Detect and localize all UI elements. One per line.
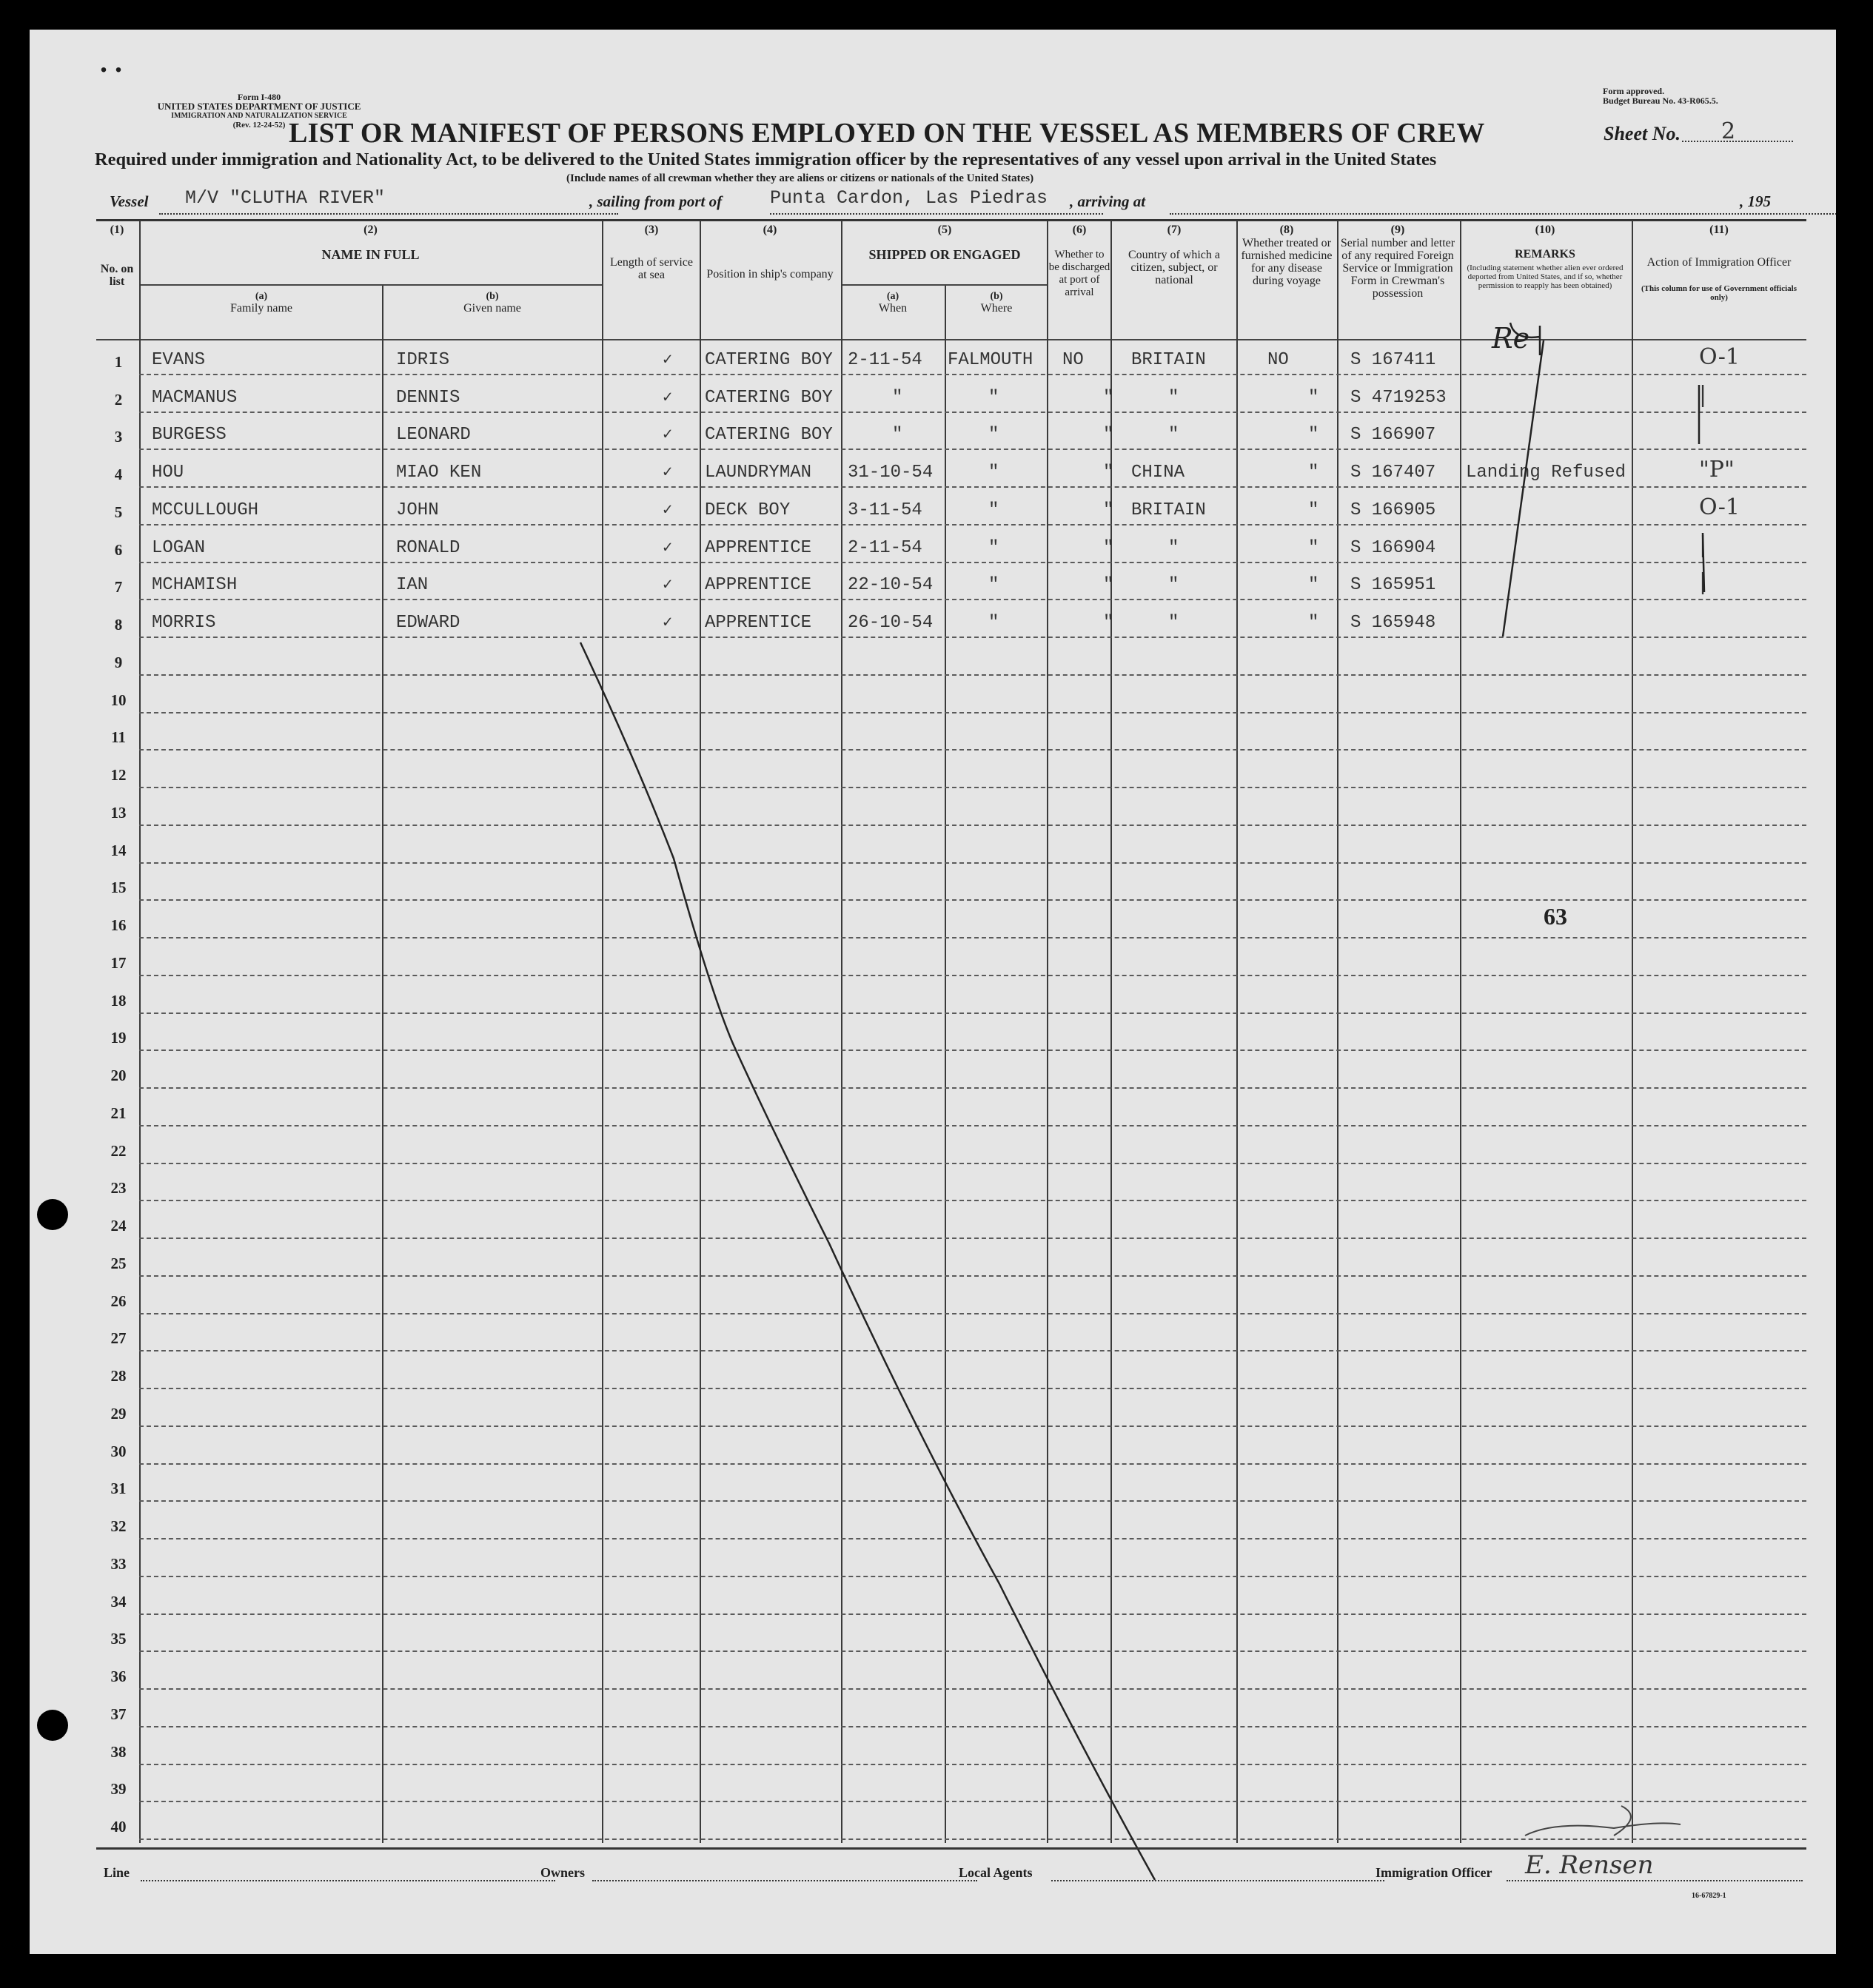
row-number: 29 (110, 1404, 127, 1423)
country-cell: " (1168, 387, 1179, 408)
row-number: 30 (110, 1442, 127, 1460)
given-name-cell: MIAO KEN (396, 463, 482, 483)
length-of-service-cell: ✓ (663, 388, 673, 407)
position-cell: APPRENTICE (705, 537, 812, 558)
treated-cell: NO (1267, 349, 1289, 370)
manifest-subtitle: Required under immigration and Nationality Act, to be delivered to the United States immigration officer by the representatives of any vessel upon arrival in the United States (95, 150, 1437, 169)
row-number: 13 (110, 803, 127, 822)
row-number: 38 (110, 1742, 127, 1761)
shipped-when-cell: 3-11-54 (848, 500, 922, 520)
row-number: 7 (114, 578, 123, 597)
treated-cell: " (1308, 575, 1319, 596)
row-number: 15 (110, 879, 127, 897)
row-number: 2 (114, 390, 123, 409)
length-of-service-cell: ✓ (663, 576, 673, 595)
vessel-label: Vessel (110, 192, 149, 210)
col4-number: (4) (763, 224, 777, 236)
row-number: 21 (110, 1104, 127, 1122)
col3-number: (3) (644, 224, 659, 236)
row-number: 11 (111, 728, 126, 747)
shipped-when-cell: 2-11-54 (848, 537, 922, 558)
officer-action-cell: | (1699, 569, 1707, 596)
row-number: 10 (110, 691, 127, 709)
shipped-where-cell: FALMOUTH (948, 349, 1033, 370)
serial-number-cell: S 166904 (1350, 537, 1436, 558)
col6-number: (6) (1072, 224, 1087, 236)
shipped-where-cell: " (988, 613, 999, 633)
sheet-label: Sheet No. (1604, 123, 1681, 144)
row-number: 16 (110, 916, 127, 934)
row-number: 3 (114, 428, 123, 446)
handwriting-overlay (30, 30, 1836, 1954)
col9-number: (9) (1390, 224, 1405, 236)
col5-header: SHIPPED OR ENGAGED (868, 247, 1021, 262)
sailing-label: , sailing from port of (589, 192, 723, 210)
row-number: 1 (114, 352, 123, 371)
officer-label: Immigration Officer (1376, 1865, 1492, 1880)
budget-number: Budget Bureau No. 43-R065.5. (1603, 95, 1718, 106)
serial-number-cell: S 165948 (1350, 613, 1436, 633)
line-label: Line (104, 1865, 130, 1880)
arriving-label: , arriving at (1070, 192, 1146, 210)
sheet-number: 2 (1721, 118, 1736, 144)
col10-header: REMARKS (1515, 248, 1575, 261)
agents-label: Local Agents (959, 1865, 1033, 1880)
shipped-where-cell: " (988, 425, 999, 446)
given-name-cell: IDRIS (396, 349, 450, 370)
row-number: 5 (114, 503, 123, 521)
col8-header: Whether treated or furnished medicine for any disease during voyage (1241, 237, 1333, 287)
agents-underline (1051, 1880, 1384, 1881)
given-name-cell: EDWARD (396, 613, 460, 633)
officer-action-cell: "P" (1699, 457, 1735, 483)
row-number: 9 (114, 653, 123, 671)
col11-header: Action of Immigration Officer (1646, 256, 1792, 269)
shipped-when-cell: 2-11-54 (848, 349, 922, 370)
family-name-cell: MCCULLOUGH (152, 500, 259, 520)
officer-action-cell: | (1699, 381, 1707, 408)
col9-header: Serial number and letter of any required Foreign Service or Immigration Form in Crewman's possession (1340, 237, 1455, 300)
col2b-header: Given name (463, 302, 521, 315)
shipped-where-cell: " (988, 500, 999, 520)
row-number: 35 (110, 1630, 127, 1648)
given-name-cell: LEONARD (396, 425, 471, 446)
print-code: 16-67829-1 (1692, 1892, 1726, 1900)
discharged-cell: NO (1062, 349, 1084, 370)
shipped-where-cell: " (988, 537, 999, 558)
col2-header: NAME IN FULL (321, 247, 420, 262)
position-cell: APPRENTICE (705, 575, 812, 596)
length-of-service-cell: ✓ (663, 463, 673, 482)
col6-header: Whether to be discharged at port of arrival (1048, 249, 1110, 298)
col4-header: Position in ship's company (706, 268, 834, 281)
officer-signature: E. Rensen (1525, 1850, 1654, 1880)
shipped-when-cell: " (892, 425, 903, 446)
family-name-cell: HOU (152, 463, 184, 483)
col5a-number: (a) (886, 291, 899, 302)
service-name: IMMIGRATION AND NATURALIZATION SERVICE (171, 112, 347, 120)
position-cell: APPRENTICE (705, 613, 812, 633)
length-of-service-cell: ✓ (663, 350, 673, 369)
row-number: 12 (110, 766, 127, 784)
country-cell: " (1168, 425, 1179, 446)
row-number: 22 (110, 1141, 127, 1160)
officer-signature-stroke (1525, 1806, 1681, 1836)
col10-note: (Including statement whether alien ever ordered deported from United States, and if so, whether permission to reapply has been obtained) (1467, 263, 1624, 290)
country-cell: " (1168, 613, 1179, 633)
serial-number-cell: S 165951 (1350, 575, 1436, 596)
line-underline (141, 1880, 555, 1881)
shipped-when-cell: " (892, 387, 903, 408)
row-number: 14 (110, 841, 127, 859)
country-cell: BRITAIN (1131, 349, 1206, 370)
row-number: 17 (110, 953, 127, 972)
family-name-cell: BURGESS (152, 425, 227, 446)
serial-number-cell: S 4719253 (1350, 387, 1447, 408)
row-number: 19 (110, 1029, 127, 1047)
length-of-service-cell: ✓ (663, 500, 673, 520)
shipped-where-cell: " (988, 463, 999, 483)
shipped-when-cell: 22-10-54 (848, 575, 934, 596)
col7-header: Country of which a citizen, subject, or national (1128, 249, 1220, 286)
treated-cell: " (1308, 463, 1319, 483)
officer-action-cell: | (1699, 531, 1707, 558)
row-number: 20 (110, 1067, 127, 1084)
sailing-port: Punta Cardon, Las Piedras (770, 187, 1048, 209)
table-bottom-rule (96, 1847, 1806, 1850)
discharged-cell: " (1103, 425, 1114, 446)
discharged-cell: " (1103, 387, 1114, 408)
remarks-cell: Landing Refused (1466, 463, 1626, 483)
country-cell: BRITAIN (1131, 500, 1206, 520)
row-number: 26 (110, 1292, 127, 1310)
col10-number: (10) (1535, 224, 1555, 236)
discharged-cell: " (1103, 500, 1114, 520)
col11-number: (11) (1709, 224, 1729, 236)
manifest-note: (Include names of all crewman whether they are aliens or citizens or nationals of the United States) (566, 172, 1034, 184)
corner-dots: . . (100, 45, 122, 78)
row-number: 8 (114, 616, 123, 634)
department-name: UNITED STATES DEPARTMENT OF JUSTICE (157, 101, 361, 112)
row-number: 31 (110, 1480, 127, 1498)
length-of-service-cell: ✓ (663, 538, 673, 557)
position-cell: DECK BOY (705, 500, 791, 520)
position-cell: CATERING BOY (705, 387, 833, 408)
family-name-cell: MCHAMISH (152, 575, 238, 596)
treated-cell: " (1308, 425, 1319, 446)
given-name-cell: JOHN (396, 500, 439, 520)
country-cell: " (1168, 537, 1179, 558)
treated-cell: " (1308, 613, 1319, 633)
col2b-number: (b) (486, 291, 499, 302)
country-cell: CHINA (1131, 463, 1185, 483)
given-name-cell: IAN (396, 575, 429, 596)
serial-number-cell: S 167411 (1350, 349, 1436, 370)
col2-number: (2) (363, 224, 378, 236)
form-revision: (Rev. 12-24-52) (232, 121, 286, 130)
family-name-cell: LOGAN (152, 537, 206, 558)
col7-number: (7) (1167, 224, 1182, 236)
family-name-cell: EVANS (152, 349, 206, 370)
treated-cell: " (1308, 387, 1319, 408)
row-number: 28 (110, 1367, 127, 1385)
row-number: 6 (114, 540, 123, 559)
remarks-bracket-line (1503, 323, 1544, 637)
col5b-header: Where (980, 302, 1013, 315)
col5a-header: When (878, 302, 908, 315)
row-number: 37 (110, 1705, 127, 1723)
length-of-service-cell: ✓ (663, 614, 673, 632)
treated-cell: " (1308, 500, 1319, 520)
position-cell: CATERING BOY (705, 349, 833, 370)
col5-number: (5) (937, 224, 952, 236)
col2a-number: (a) (255, 291, 268, 302)
treated-cell: " (1308, 537, 1319, 558)
col5b-number: (b) (990, 291, 1003, 302)
country-cell: " (1168, 575, 1179, 596)
officer-underline (1507, 1880, 1803, 1881)
row-number: 34 (110, 1592, 127, 1611)
col1-header: No. on list (100, 263, 134, 288)
manifest-title: LIST OR MANIFEST OF PERSONS EMPLOYED ON THE VESSEL AS MEMBERS OF CREW (289, 118, 1485, 149)
shipped-when-cell: 26-10-54 (848, 613, 934, 633)
punch-hole (37, 1199, 68, 1230)
serial-number-cell: S 167407 (1350, 463, 1436, 483)
row-number: 23 (110, 1179, 127, 1198)
owners-underline (592, 1880, 977, 1881)
position-cell: CATERING BOY (705, 425, 833, 446)
row-number: 24 (110, 1217, 127, 1235)
shipped-where-cell: " (988, 575, 999, 596)
officer-action-cell: O-1 (1699, 494, 1740, 520)
row-number: 18 (110, 991, 127, 1010)
row-number: 39 (110, 1780, 127, 1799)
stamp-number: 63 (1544, 903, 1567, 930)
form-approved: Form approved. (1603, 86, 1665, 96)
col3-header: Length of service at sea (610, 256, 693, 281)
strike-diagonal-line (580, 642, 1155, 1880)
family-name-cell: MORRIS (152, 613, 216, 633)
col11-note: (This column for use of Government officials only) (1641, 284, 1797, 302)
owners-label: Owners (540, 1865, 585, 1880)
officer-action-cell: O-1 (1699, 343, 1740, 370)
family-name-cell: MACMANUS (152, 387, 238, 408)
year-label: , 195 (1740, 192, 1771, 210)
row-number: 32 (110, 1517, 127, 1535)
vessel-name: M/V "CLUTHA RIVER" (185, 187, 386, 209)
serial-number-cell: S 166905 (1350, 500, 1436, 520)
remarks-handwritten-note: Re (1492, 322, 1530, 355)
discharged-cell: " (1103, 613, 1114, 633)
given-name-cell: RONALD (396, 537, 460, 558)
given-name-cell: DENNIS (396, 387, 460, 408)
row-number: 40 (110, 1818, 127, 1836)
discharged-cell: " (1103, 463, 1114, 483)
row-number: 36 (110, 1668, 127, 1685)
length-of-service-cell: ✓ (663, 426, 673, 445)
row-number: 25 (110, 1254, 127, 1272)
serial-number-cell: S 166907 (1350, 425, 1436, 446)
punch-hole (37, 1710, 68, 1741)
shipped-when-cell: 31-10-54 (848, 463, 934, 483)
discharged-cell: " (1103, 537, 1114, 558)
discharged-cell: " (1103, 575, 1114, 596)
row-number: 27 (110, 1329, 127, 1348)
action-tick-lines (1699, 385, 1707, 592)
row-number: 33 (110, 1554, 127, 1573)
position-cell: LAUNDRYMAN (705, 463, 812, 483)
col2a-header: Family name (230, 302, 292, 315)
col8-number: (8) (1279, 224, 1294, 236)
col1-number: (1) (110, 224, 124, 236)
shipped-where-cell: " (988, 387, 999, 408)
form-number: Form I-480 (237, 92, 281, 102)
row-number: 4 (114, 466, 123, 483)
manifest-sheet (30, 30, 1836, 1954)
